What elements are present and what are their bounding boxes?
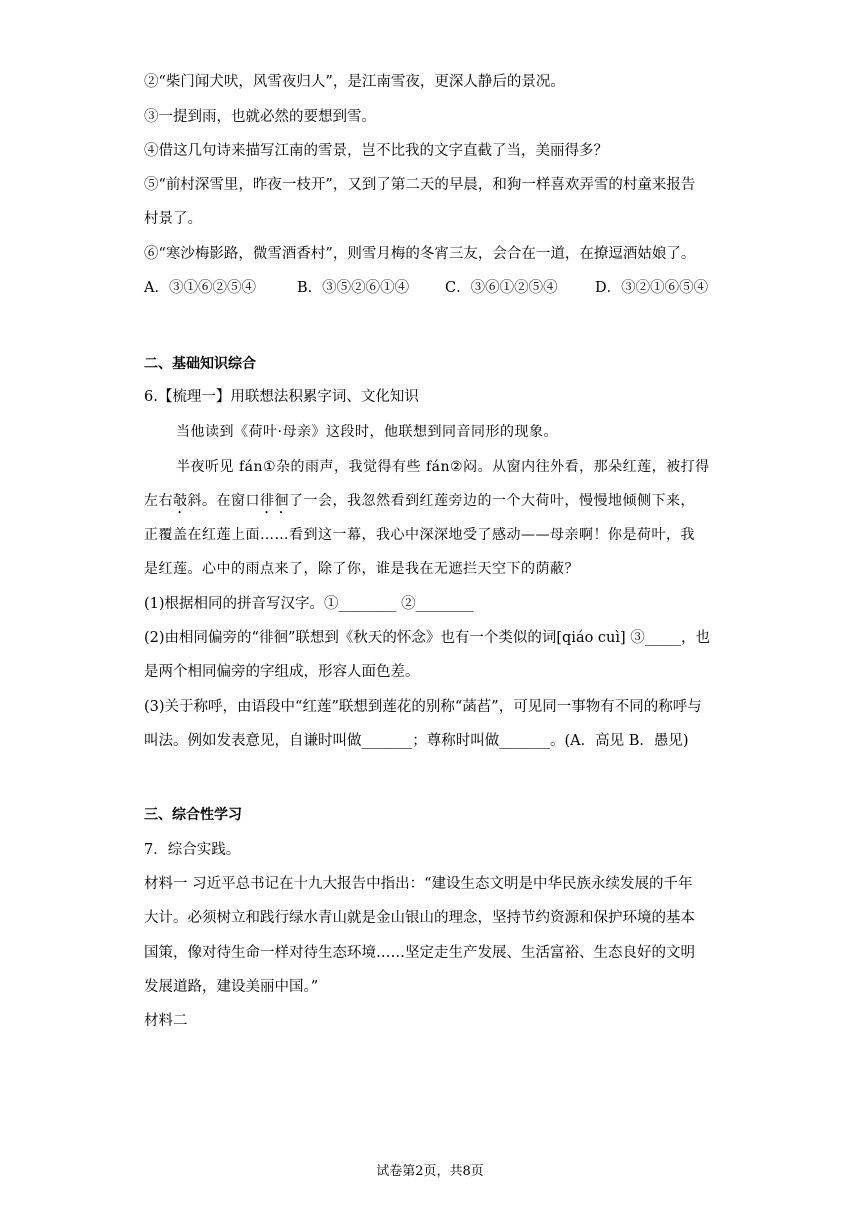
q5-line-3: ③一提到雨，也就必然的要想到雪。 bbox=[144, 109, 376, 125]
q5-line-2: ②“柴门闻犬吠，风雪夜归人”，是江南雪夜，更深人静后的景况。 bbox=[144, 74, 565, 90]
q5-line-5: ⑤“前村深雪里，昨夜一枝开”，又到了第二天的早晨，和狗一样喜欢弄雪的村童来报告 bbox=[144, 177, 696, 193]
q5-line-6: ⑥“寒沙梅影路，微雪酒香村”，则雪月梅的冬宵三友，会合在一道，在撩逗酒姑娘了。 bbox=[144, 246, 696, 262]
q6-sub-2-cont: 是两个相同偏旁的字组成，形容人面色差。 bbox=[144, 664, 420, 680]
material-1-line-3: 国策，像对待生命一样对待生态环境……坚定走生产发展、生活富裕、生态良好的文明 bbox=[144, 945, 695, 961]
q5-line-5-cont: 村景了。 bbox=[144, 211, 202, 227]
section-3-title: 三、综合性学习 bbox=[144, 807, 242, 823]
material-2-label: 材料二 bbox=[144, 1013, 188, 1029]
q6-sub-3: (3)关于称呼，由语段中“红莲”联想到莲花的别称“菡萏”，可见同一事物有不同的称呼与 bbox=[144, 699, 702, 715]
passage-text: 左右 bbox=[144, 493, 173, 509]
q5-option-a: A．③①⑥②⑤④ bbox=[144, 280, 256, 296]
q5-option-c: C．③⑥①②⑤④ bbox=[445, 280, 558, 296]
q5-option-d: D．③②①⑥⑤④ bbox=[595, 280, 709, 296]
q6-title: 6.【梳理一】用联想法积累字词、文化知识 bbox=[144, 389, 419, 405]
emphasized-word: 攲 bbox=[173, 493, 188, 509]
q6-sub-3-cont: 叫法。例如发表意见，自谦时叫做_______；尊称时叫做_______。(A．高见 B．愚见) bbox=[144, 733, 689, 749]
passage-text: 了一会，我忽然看到红莲旁边的一个大荷叶，慢慢地倾侧下来， bbox=[289, 493, 695, 509]
material-1-line-4: 发展道路，建设美丽中国。” bbox=[144, 979, 319, 995]
passage-line-1: 半夜听见 fán①杂的雨声，我觉得有些 fán②闷。从窗内往外看，那朵红莲，被打得 bbox=[176, 459, 710, 475]
passage-line-2 bbox=[144, 491, 695, 517]
q5-line-4: ④借这几句诗来描写江南的雪景，岂不比我的文字直截了当，美丽得多？ bbox=[144, 143, 608, 159]
section-2-title: 二、基础知识综合 bbox=[144, 356, 256, 372]
page-footer: 试卷第2页，共8页 bbox=[376, 1164, 484, 1179]
material-1-line-1: 材料一 习近平总书记在十九大报告中指出：“建设生态文明是中华民族永续发展的千年 bbox=[144, 876, 693, 892]
q6-sub-1: (1)根据相同的拼音写汉字。①________ ②________ bbox=[144, 596, 474, 612]
passage-line-4: 是红莲。心中的雨点来了，除了你，谁是我在无遮拦天空下的荫蔽？ bbox=[144, 561, 579, 577]
passage-text: 斜。在窗口 bbox=[187, 493, 260, 509]
q6-sub-2: (2)由相同偏旁的“徘徊”联想到《秋天的怀念》也有一个类似的词[qiáo cuì] ③_____，也 bbox=[144, 630, 711, 646]
emphasized-word: 徘徊 bbox=[260, 493, 289, 509]
q5-option-b: B．③⑤②⑥①④ bbox=[297, 280, 410, 296]
passage-line-3: 正覆盖在红莲上面……看到这一幕，我心中深深地受了感动——母亲啊！你是荷叶，我 bbox=[144, 527, 695, 543]
material-1-line-2: 大计。必须树立和践行绿水青山就是金山银山的理念，坚持节约资源和保护环境的基本 bbox=[144, 910, 695, 926]
passage-intro: 当他读到《荷叶·母亲》这段时，他联想到同音同形的现象。 bbox=[176, 424, 558, 440]
q7-title: 7．综合实践。 bbox=[144, 842, 241, 858]
